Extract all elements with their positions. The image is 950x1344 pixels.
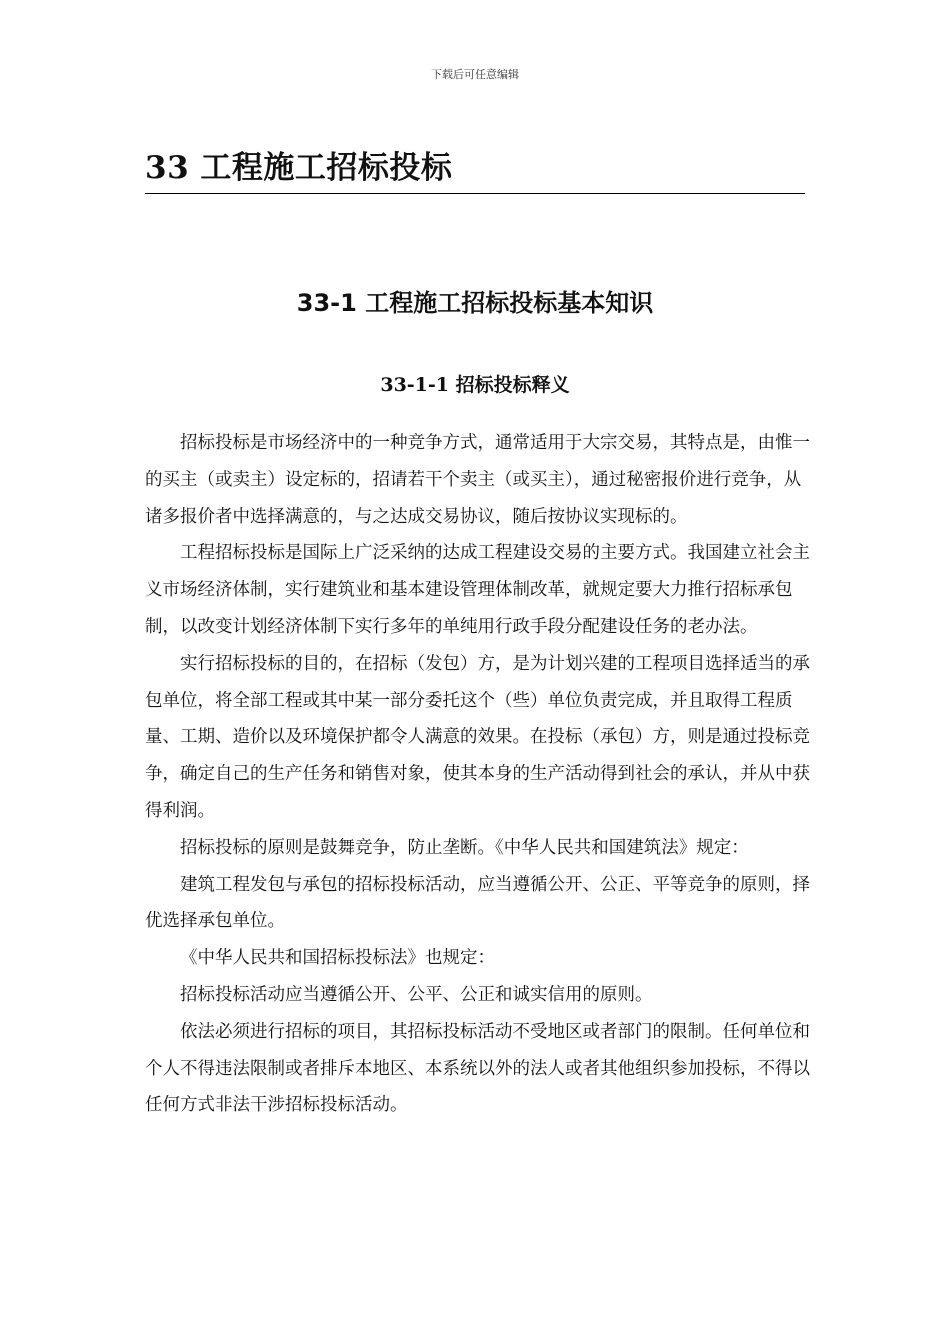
paragraph: 工程招标投标是国际上广泛采纳的达成工程建设交易的主要方式。我国建立社会主义市场经济体制，实行建筑业和基本建设管理体制改革，就规定要大力推行招标承包制，以改变计划经济体制下实行多年的单纯用行政手段分配建设任务的老办法。 bbox=[145, 543, 810, 637]
paragraph: 实行招标投标的目的，在招标（发包）方，是为计划兴建的工程项目选择适当的承包单位，将全部工程或其中某一部分委托这个（些）单位负责完成，并且取得工程质量、工期、造价以及环境保护都令人满意的效果。在投标（承包）方，则是通过投标竞争，确定自己的生产任务和销售对象，使其本身的生产活动得到社会的承认，并从中获得利润。 bbox=[145, 653, 810, 821]
section-title: 33-1 工程施工招标投标基本知识 bbox=[296, 289, 654, 317]
paragraph: 依法必须进行招标的项目，其招标投标活动不受地区或者部门的限制。任何单位和个人不得违法限制或者排斥本地区、本系统以外的法人或者其他组织参加投标，不得以任何方式非法干涉招标投标活动。 bbox=[145, 1021, 810, 1116]
paragraph: 招标投标的原则是鼓舞竞争，防止垄断。《中华人民共和国建筑法》规定： bbox=[180, 837, 749, 858]
subsection-title: 33-1-1 招标投标释义 bbox=[380, 374, 570, 396]
paragraph: 建筑工程发包与承包的招标投标活动，应当遵循公开、公正、平等竞争的原则，择优选择承包单位。 bbox=[145, 874, 810, 932]
paragraph: 《中华人民共和国招标投标法》也规定： bbox=[180, 948, 495, 969]
paragraph: 招标投标是市场经济中的一种竞争方式，通常适用于大宗交易，其特点是，由惟一的买主（或卖主）设定标的，招请若干个卖主（或买主），通过秘密报价进行竞争，从诸多报价者中选择满意的，与之达成交易协议，随后按协议实现标的。 bbox=[145, 433, 810, 527]
header-note: 下载后可任意编辑 bbox=[431, 68, 519, 81]
chapter-title: 33 工程施工招标投标 bbox=[145, 142, 805, 194]
paragraph: 招标投标活动应当遵循公开、公平、公正和诚实信用的原则。 bbox=[180, 984, 653, 1005]
body-text bbox=[145, 425, 815, 1124]
